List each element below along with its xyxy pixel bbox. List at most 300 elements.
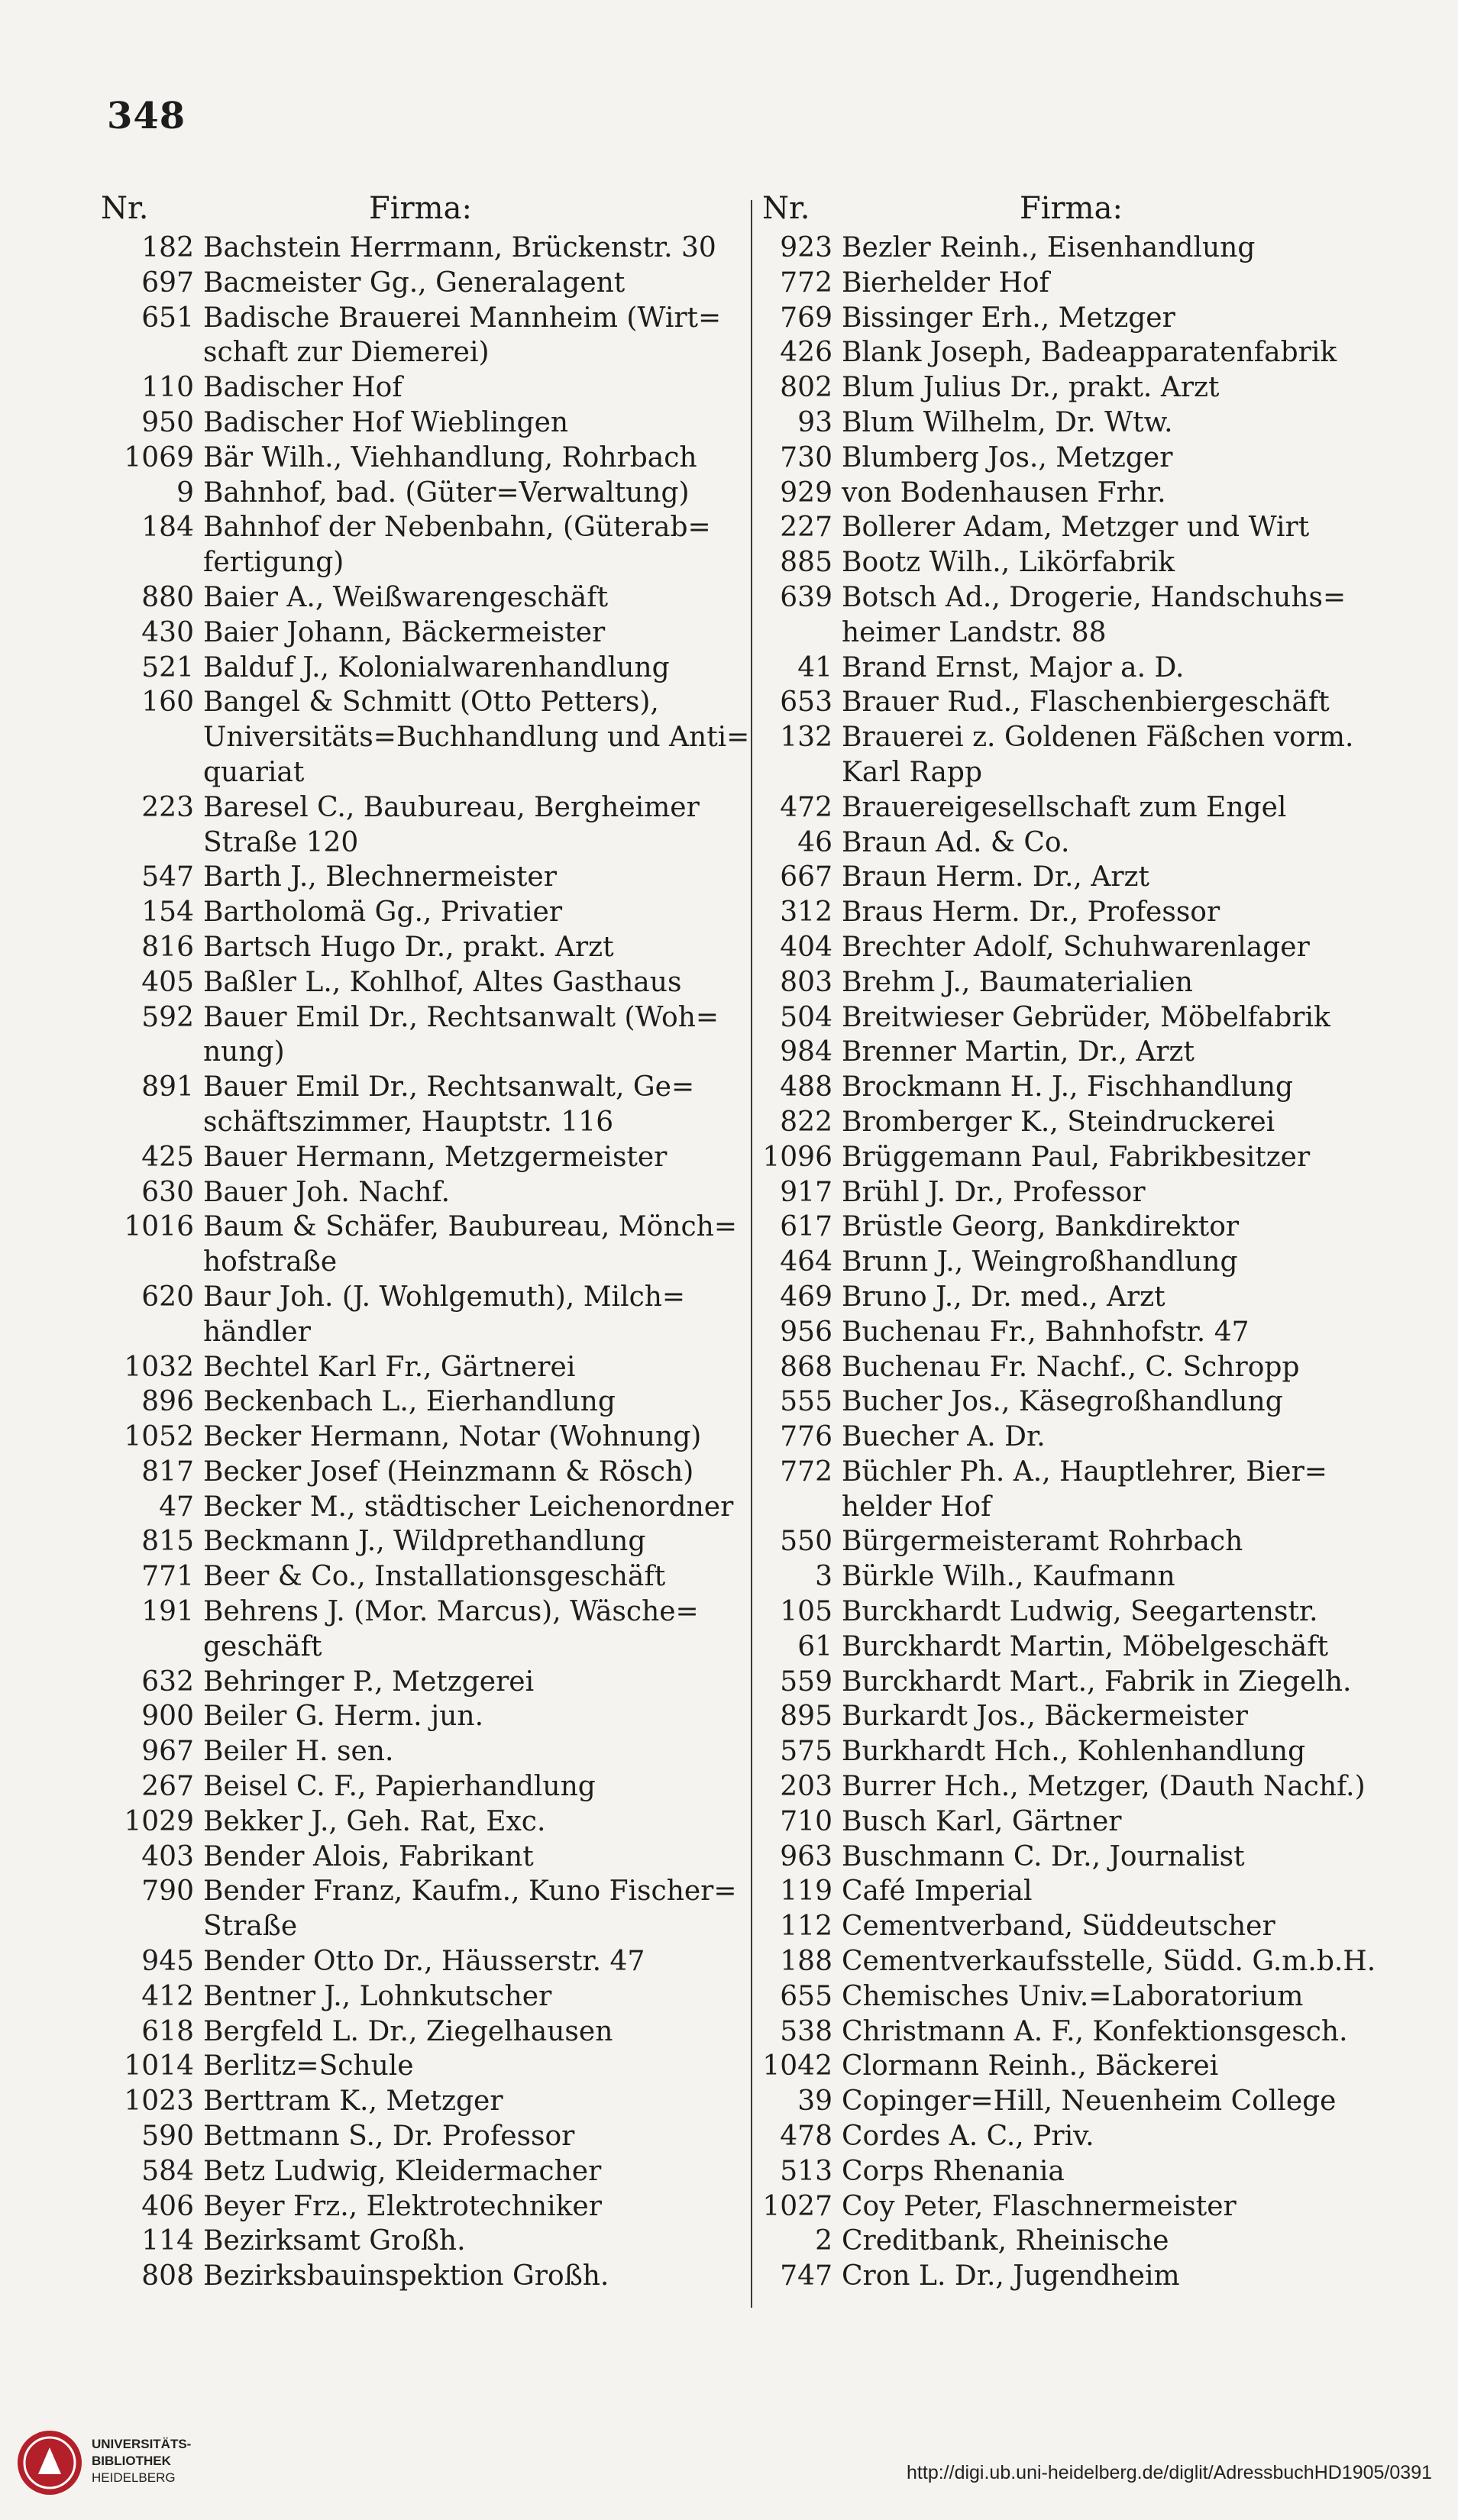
entry-number: 404	[780, 931, 832, 963]
entry-number: 730	[780, 441, 832, 473]
entry-number: 1023	[124, 2085, 194, 2118]
entry-firm	[203, 1840, 743, 1875]
entry-firm-line: fertigung)	[203, 547, 344, 579]
directory-entry	[756, 2259, 1405, 2294]
entry-firm-line: heimer Landstr. 88	[842, 616, 1107, 648]
entry-number: 478	[780, 2121, 832, 2153]
entry-number: 880	[141, 581, 194, 613]
directory-entry	[756, 335, 1405, 370]
directory-entry	[98, 1699, 743, 1734]
entry-firm-line: geschäft	[203, 1630, 322, 1662]
library-seal-icon	[15, 2428, 84, 2497]
entry-firm	[203, 790, 743, 861]
entry-firm	[842, 2154, 1405, 2189]
entry-number: 950	[141, 406, 194, 438]
entry-firm	[203, 441, 743, 476]
entry-number: 747	[780, 2260, 832, 2292]
entry-number: 406	[141, 2190, 194, 2222]
entry-firm-line: Botsch Ad., Drogerie, Handschuhs=	[842, 581, 1346, 613]
entry-firm-line: Beckenbach L., Eierhandlung	[203, 1386, 616, 1418]
entry-firm-line: Beiler G. Herm. jun.	[203, 1701, 484, 1733]
directory-entry	[756, 1559, 1405, 1594]
entry-number: 9	[176, 477, 194, 509]
directory-entry	[98, 1455, 743, 1490]
entry-firm	[842, 2119, 1405, 2154]
entry-firm	[842, 1105, 1405, 1140]
entry-firm	[842, 1594, 1405, 1630]
entry-number: 771	[141, 1561, 194, 1593]
library-name-line: UNIVERSITÄTS-	[92, 2437, 192, 2451]
directory-entry	[756, 2014, 1405, 2050]
entry-firm-line: helder Hof	[842, 1491, 991, 1523]
entry-firm-line: Buecher A. Dr.	[842, 1421, 1046, 1453]
directory-entry	[756, 1000, 1405, 1035]
entry-number: 154	[141, 897, 194, 929]
entry-firm	[842, 335, 1405, 370]
entry-firm	[203, 1140, 743, 1175]
entry-firm-line: von Bodenhausen Frhr.	[842, 477, 1166, 509]
entry-firm	[203, 1420, 743, 1455]
entry-firm-line: Bekker J., Geh. Rat, Exc.	[203, 1805, 546, 1837]
entry-firm-line: Bartholomä Gg., Privatier	[203, 897, 563, 929]
entry-firm	[203, 930, 743, 965]
directory-entry	[756, 1769, 1405, 1804]
entry-firm-line: Bachstein Herrmann, Brückenstr. 30	[203, 232, 716, 263]
header-nr: Nr.	[762, 191, 810, 226]
entry-firm	[203, 2049, 743, 2084]
entry-firm	[203, 685, 749, 790]
entry-number: 472	[780, 791, 832, 823]
entry-number: 41	[797, 651, 832, 683]
entry-number: 182	[141, 232, 194, 263]
entry-firm	[842, 1944, 1405, 1979]
entry-firm-line: Buschmann C. Dr., Journalist	[842, 1840, 1245, 1872]
entry-firm-line: Brockmann H. J., Fischhandlung	[842, 1071, 1294, 1103]
directory-entry	[756, 860, 1405, 895]
entry-number: 2	[815, 2225, 832, 2257]
header-firma: Firma:	[1020, 191, 1123, 226]
entry-firm	[842, 370, 1405, 405]
directory-entry	[756, 1210, 1405, 1245]
entry-number: 639	[780, 581, 832, 613]
entry-firm-line: Beyer Frz., Elektrotechniker	[203, 2190, 602, 2222]
directory-entry	[756, 2119, 1405, 2154]
entry-number: 93	[797, 406, 832, 438]
directory-entry	[756, 720, 1405, 790]
entry-firm	[842, 2049, 1405, 2084]
entry-firm-line: Baur Joh. (J. Wohlgemuth), Milch=	[203, 1281, 686, 1313]
entry-firm-line: Barth J., Blechnermeister	[203, 861, 557, 893]
entry-firm-line: nung)	[203, 1036, 285, 1068]
directory-entry	[98, 1524, 743, 1559]
entry-number: 550	[780, 1526, 832, 1558]
entry-firm-line: Brenner Martin, Dr., Arzt	[842, 1036, 1195, 1068]
entry-firm-line: Bahnhof der Nebenbahn, (Güterab=	[203, 512, 711, 544]
directory-entry	[98, 965, 743, 1000]
entry-firm-line: Brehm J., Baumaterialien	[842, 966, 1193, 998]
entry-number: 655	[780, 1980, 832, 2012]
directory-column-right	[756, 191, 1405, 2294]
entry-number: 772	[780, 1455, 832, 1488]
entry-number: 896	[141, 1386, 194, 1418]
directory-entry	[756, 1840, 1405, 1875]
entry-firm-line: Becker Josef (Heinzmann & Rösch)	[203, 1455, 694, 1488]
entry-firm-line: Behringer P., Metzgerei	[203, 1665, 535, 1698]
directory-entry	[98, 1420, 743, 1455]
directory-entry	[756, 930, 1405, 965]
entry-firm-line: Brauer Rud., Flaschenbiergeschäft	[842, 687, 1330, 719]
entry-firm	[842, 1734, 1405, 1769]
entry-firm-line: Bucher Jos., Käsegroßhandlung	[842, 1386, 1283, 1418]
entry-number: 697	[141, 267, 194, 299]
entry-firm-line: Bezirksbauinspektion Großh.	[203, 2260, 609, 2292]
entry-firm	[842, 965, 1405, 1000]
entry-firm-line: Baier Johann, Bäckermeister	[203, 616, 606, 648]
entry-firm	[842, 1245, 1405, 1280]
directory-entry	[98, 1665, 743, 1700]
directory-entry	[756, 1035, 1405, 1070]
entry-firm	[842, 405, 1405, 441]
directory-entry	[756, 1630, 1405, 1665]
entry-number: 1029	[124, 1805, 194, 1837]
entry-firm-line: Baum & Schäfer, Baubureau, Mönch=	[203, 1211, 738, 1243]
entry-number: 184	[141, 512, 194, 544]
directory-entry	[756, 1070, 1405, 1105]
directory-entry	[98, 860, 743, 895]
entry-firm	[842, 860, 1405, 895]
entry-number: 653	[780, 687, 832, 719]
entry-number: 956	[780, 1316, 832, 1348]
entry-number: 917	[780, 1176, 832, 1208]
entry-firm-line: Baßler L., Kohlhof, Altes Gasthaus	[203, 966, 682, 998]
entry-firm-line: Straße	[203, 1911, 298, 1943]
entry-number: 618	[141, 2015, 194, 2047]
directory-entry	[98, 2189, 743, 2224]
entry-firm-line: Braun Ad. & Co.	[842, 826, 1070, 858]
directory-entry	[98, 1804, 743, 1840]
directory-entry	[756, 895, 1405, 930]
directory-entry	[756, 405, 1405, 441]
entry-firm	[842, 1455, 1405, 1525]
entry-firm-line: Bierhelder Hof	[842, 267, 1049, 299]
entry-firm-line: Cordes A. C., Priv.	[842, 2121, 1094, 2153]
entry-number: 967	[141, 1736, 194, 1768]
entry-firm	[203, 1490, 743, 1525]
entry-firm-line: Brühl J. Dr., Professor	[842, 1176, 1146, 1208]
entry-firm-line: Bromberger K., Steindruckerei	[842, 1106, 1275, 1138]
entry-number: 891	[141, 1071, 194, 1103]
directory-entry	[756, 2084, 1405, 2119]
entry-firm-line: Cementverkaufsstelle, Südd. G.m.b.H.	[842, 1946, 1376, 1978]
entry-firm	[203, 1594, 743, 1665]
directory-entry	[98, 1070, 743, 1140]
directory-entry	[756, 1245, 1405, 1280]
directory-entry	[98, 1559, 743, 1594]
entry-firm-line: Burckhardt Martin, Möbelgeschäft	[842, 1630, 1329, 1662]
entry-number: 1052	[124, 1421, 194, 1453]
directory-entry	[756, 1175, 1405, 1210]
source-url-link[interactable]: http://digi.ub.uni-heidelberg.de/diglit/AdressbuchHD1905/0391	[907, 2462, 1432, 2483]
entry-firm-line: Berttram K., Metzger	[203, 2085, 503, 2118]
entry-firm-line: Baier A., Weißwarengeschäft	[203, 581, 609, 613]
entry-firm-line: Beiler H. sen.	[203, 1736, 394, 1768]
entry-firm-line: Bentner J., Lohnkutscher	[203, 1980, 552, 2012]
entry-number: 119	[780, 1875, 832, 1908]
entry-number: 590	[141, 2121, 194, 2153]
entry-firm-line: Bauer Hermann, Metzgermeister	[203, 1141, 668, 1173]
entry-firm	[203, 1175, 743, 1210]
entry-firm	[203, 2189, 743, 2224]
entry-firm-line: Burckhardt Ludwig, Seegartenstr.	[842, 1596, 1318, 1628]
entry-number: 822	[780, 1106, 832, 1138]
entry-number: 816	[141, 931, 194, 963]
header-nr: Nr.	[101, 191, 149, 226]
entry-firm-line: Blum Julius Dr., prakt. Arzt	[842, 372, 1220, 404]
entry-firm-line: Braus Herm. Dr., Professor	[842, 897, 1220, 929]
entry-firm-line: Bettmann S., Dr. Professor	[203, 2121, 575, 2153]
directory-entry	[756, 1804, 1405, 1840]
directory-entry	[756, 1140, 1405, 1175]
entry-firm-line: hofstraße	[203, 1246, 338, 1278]
entry-firm	[842, 1070, 1405, 1105]
entry-firm-line: Bruno J., Dr. med., Arzt	[842, 1281, 1165, 1313]
entry-firm	[842, 1420, 1405, 1455]
directory-entry	[98, 301, 743, 371]
entry-firm	[842, 1979, 1405, 2014]
entry-firm-line: händler	[203, 1316, 311, 1348]
directory-entry	[756, 476, 1405, 511]
directory-entry	[756, 1699, 1405, 1734]
entry-firm	[842, 651, 1405, 686]
directory-entry	[756, 441, 1405, 476]
directory-entry	[756, 510, 1405, 545]
entry-firm	[842, 1210, 1405, 1245]
entry-number: 403	[141, 1840, 194, 1872]
entry-firm-line: Beer & Co., Installationsgeschäft	[203, 1561, 666, 1593]
directory-entry	[98, 2014, 743, 2050]
entry-firm-line: Coy Peter, Flaschnermeister	[842, 2190, 1237, 2222]
entry-firm	[203, 1524, 743, 1559]
entry-firm-line: Blum Wilhelm, Dr. Wtw.	[842, 406, 1173, 438]
entry-firm-line: Baresel C., Baubureau, Bergheimer	[203, 791, 700, 823]
entry-number: 504	[780, 1001, 832, 1033]
entry-firm-line: Brauereigesellschaft zum Engel	[842, 791, 1287, 823]
entry-firm	[203, 580, 743, 615]
entry-firm	[842, 1140, 1405, 1175]
directory-entry	[98, 580, 743, 615]
directory-entry	[756, 580, 1405, 651]
directory-entry	[756, 231, 1405, 266]
entry-number: 790	[141, 1875, 194, 1908]
directory-entry	[756, 1944, 1405, 1979]
directory-entry	[756, 825, 1405, 861]
directory-entry	[98, 1840, 743, 1875]
entry-firm-line: Chemisches Univ.=Laboratorium	[842, 1980, 1304, 2012]
entry-firm	[842, 545, 1405, 580]
entry-firm-line: Bergfeld L. Dr., Ziegelhausen	[203, 2015, 613, 2047]
entry-number: 929	[780, 477, 832, 509]
entry-firm-line: Badischer Hof Wieblingen	[203, 406, 569, 438]
entry-firm	[203, 1804, 743, 1840]
entry-firm	[203, 651, 743, 686]
entry-number: 945	[141, 1946, 194, 1978]
entry-firm	[203, 476, 743, 511]
entry-firm-line: Karl Rapp	[842, 756, 983, 788]
entry-firm	[842, 895, 1405, 930]
entry-firm	[203, 1210, 743, 1280]
entry-number: 3	[815, 1561, 832, 1593]
entry-firm-line: Corps Rhenania	[842, 2155, 1065, 2187]
entry-firm	[842, 1035, 1405, 1070]
entry-firm	[842, 1699, 1405, 1734]
directory-entry	[98, 370, 743, 405]
entry-number: 223	[141, 791, 194, 823]
directory-entry	[98, 231, 743, 266]
directory-entry	[756, 790, 1405, 825]
entry-number: 39	[797, 2085, 832, 2118]
entry-firm	[203, 1280, 743, 1350]
entry-number: 963	[780, 1840, 832, 1872]
entry-number: 47	[159, 1491, 194, 1523]
entry-firm-line: Bollerer Adam, Metzger und Wirt	[842, 512, 1310, 544]
entry-firm	[203, 1350, 743, 1385]
directory-entry	[756, 266, 1405, 301]
directory-entry	[98, 895, 743, 930]
directory-entry	[756, 2049, 1405, 2084]
entry-number: 632	[141, 1665, 194, 1698]
entry-firm-line: Clormann Reinh., Bäckerei	[842, 2050, 1219, 2082]
entry-firm-line: Bootz Wilh., Likörfabrik	[842, 547, 1175, 579]
directory-entry	[98, 930, 743, 965]
entry-list	[756, 231, 1405, 2294]
entry-number: 412	[141, 1980, 194, 2012]
directory-entry	[98, 615, 743, 651]
entry-firm	[842, 1315, 1405, 1350]
directory-entry	[98, 2154, 743, 2189]
entry-firm	[842, 1665, 1405, 1700]
entry-firm-line: Badische Brauerei Mannheim (Wirt=	[203, 302, 722, 334]
entry-firm-line: Brüggemann Paul, Fabrikbesitzer	[842, 1141, 1311, 1173]
entry-firm	[842, 510, 1405, 545]
entry-number: 710	[780, 1805, 832, 1837]
entry-number: 110	[141, 372, 194, 404]
entry-firm-line: Bauer Emil Dr., Rechtsanwalt, Ge=	[203, 1071, 695, 1103]
directory-entry	[98, 1874, 743, 1944]
directory-entry	[756, 1420, 1405, 1455]
entry-number: 426	[780, 337, 832, 369]
library-name	[92, 2436, 191, 2486]
entry-firm-line: Café Imperial	[842, 1875, 1033, 1908]
entry-firm	[203, 2224, 743, 2259]
entry-firm-line: Betz Ludwig, Kleidermacher	[203, 2155, 602, 2187]
entry-firm	[842, 825, 1405, 861]
entry-firm	[842, 1384, 1405, 1420]
directory-entry	[98, 510, 743, 580]
entry-number: 559	[780, 1665, 832, 1698]
entry-firm-line: Busch Karl, Gärtner	[842, 1805, 1122, 1837]
entry-firm	[203, 1944, 743, 1979]
directory-entry	[756, 1524, 1405, 1559]
entry-firm-line: Bechtel Karl Fr., Gärtnerei	[203, 1351, 576, 1383]
entry-number: 923	[780, 232, 832, 263]
entry-firm-line: Bissinger Erh., Metzger	[842, 302, 1175, 334]
entry-firm	[842, 441, 1405, 476]
directory-entry	[98, 1979, 743, 2014]
entry-firm	[842, 2084, 1405, 2119]
directory-entry	[98, 1944, 743, 1979]
entry-firm-line: Brand Ernst, Major a. D.	[842, 651, 1185, 683]
entry-firm	[203, 231, 743, 266]
entry-number: 430	[141, 616, 194, 648]
directory-entry	[98, 405, 743, 441]
entry-firm-line: Universitäts=Buchhandlung und Anti=	[203, 722, 750, 754]
directory-entry	[756, 1665, 1405, 1700]
entry-number: 776	[780, 1421, 832, 1453]
entry-firm	[842, 2189, 1405, 2224]
entry-firm-line: Bangel & Schmitt (Otto Petters),	[203, 687, 659, 719]
entry-number: 267	[141, 1771, 194, 1803]
entry-number: 1016	[124, 1211, 194, 1243]
directory-entry	[98, 266, 743, 301]
entry-firm-line: Brüstle Georg, Bankdirektor	[842, 1211, 1240, 1243]
entry-number: 808	[141, 2260, 194, 2292]
entry-number: 1096	[762, 1141, 832, 1173]
entry-firm	[203, 965, 743, 1000]
directory-entry	[98, 1280, 743, 1350]
entry-firm-line: Beckmann J., Wildprethandlung	[203, 1526, 646, 1558]
entry-firm-line: Blank Joseph, Badeapparatenfabrik	[842, 337, 1337, 369]
entry-firm	[203, 2014, 743, 2050]
entry-firm	[203, 1665, 743, 1700]
entry-firm-line: Creditbank, Rheinische	[842, 2225, 1169, 2257]
directory-entry	[756, 1874, 1405, 1909]
directory-entry	[98, 1384, 743, 1420]
entry-number: 188	[780, 1946, 832, 1978]
entry-firm	[203, 1070, 743, 1140]
entry-firm-line: Balduf J., Kolonialwarenhandlung	[203, 651, 670, 683]
entry-firm	[842, 1909, 1405, 1944]
entry-firm-line: Behrens J. (Mor. Marcus), Wäsche=	[203, 1596, 699, 1628]
entry-firm-line: Bender Alois, Fabrikant	[203, 1840, 534, 1872]
entry-firm	[842, 930, 1405, 965]
entry-firm-line: Blumberg Jos., Metzger	[842, 441, 1173, 473]
entry-number: 160	[141, 687, 194, 719]
entry-number: 555	[780, 1386, 832, 1418]
entry-firm-line: Bürgermeisteramt Rohrbach	[842, 1526, 1243, 1558]
page-footer	[0, 2383, 1458, 2520]
entry-firm	[842, 2224, 1405, 2259]
entry-number: 405	[141, 966, 194, 998]
entry-firm	[203, 1734, 743, 1769]
entry-firm-line: Burkardt Jos., Bäckermeister	[842, 1701, 1249, 1733]
directory-entry	[98, 441, 743, 476]
entry-firm-line: Bender Otto Dr., Häusserstr. 47	[203, 1946, 645, 1978]
entry-firm	[842, 2014, 1405, 2050]
directory-entry	[98, 2084, 743, 2119]
directory-column-left	[98, 191, 750, 2294]
entry-number: 575	[780, 1736, 832, 1768]
page-number: 348	[107, 95, 186, 137]
entry-number: 620	[141, 1281, 194, 1313]
header-firma: Firma:	[369, 191, 472, 226]
entry-firm	[842, 720, 1405, 790]
directory-entry	[98, 1490, 743, 1525]
entry-firm	[842, 231, 1405, 266]
entry-firm-line: Büchler Ph. A., Hauptlehrer, Bier=	[842, 1455, 1327, 1488]
entry-firm-line: Straße 120	[203, 826, 359, 858]
entry-firm	[203, 1384, 743, 1420]
directory-entry	[98, 790, 743, 861]
